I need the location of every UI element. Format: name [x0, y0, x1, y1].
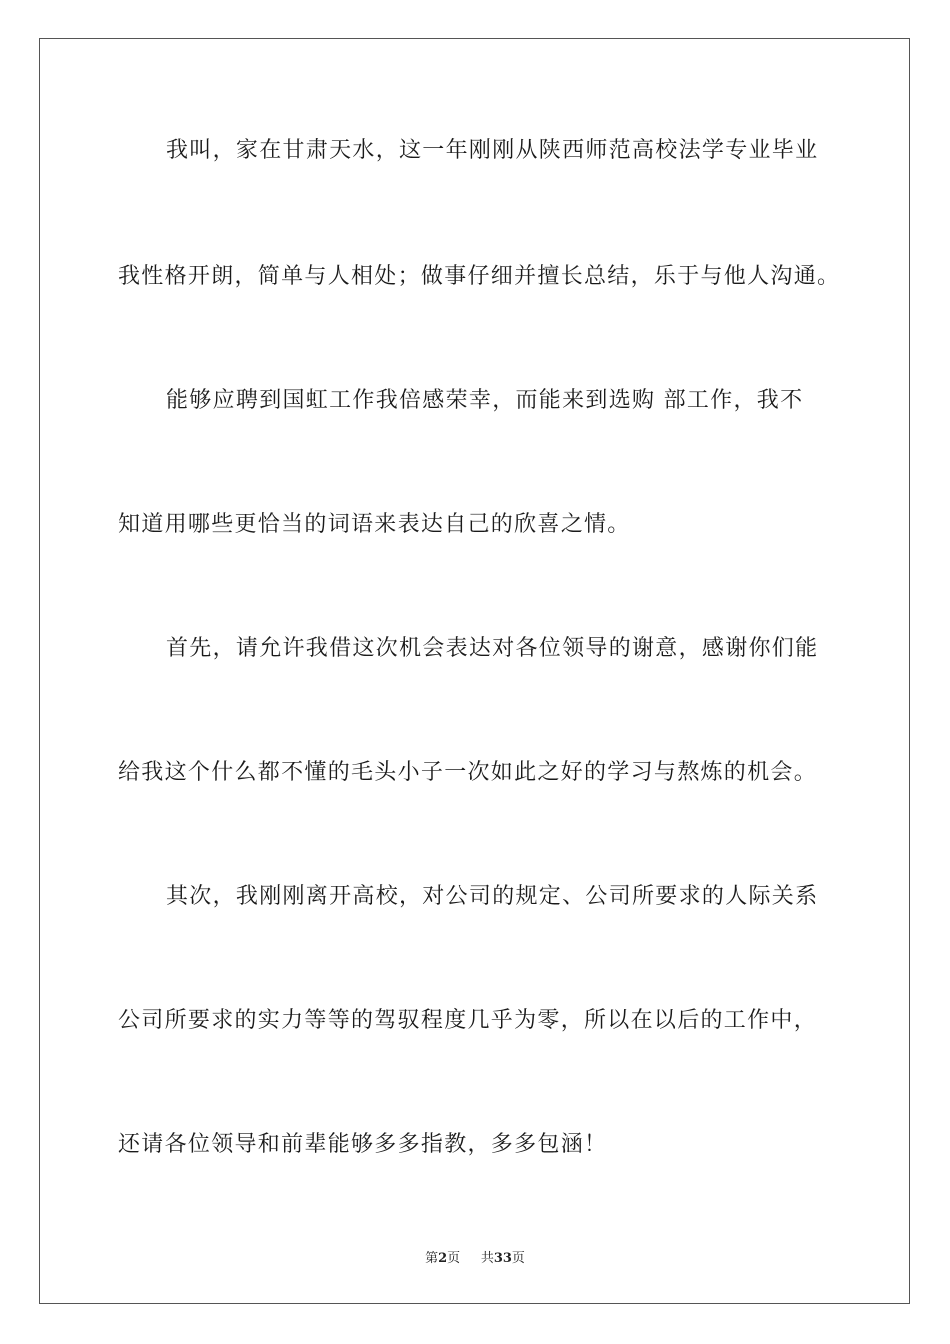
total-suffix: 页 [511, 1251, 525, 1266]
page-prefix: 第 [425, 1251, 439, 1266]
paragraph-3-line-2: 知道用哪些更恰当的词语来表达自己的欣喜之情。 [118, 512, 631, 537]
paragraph-2-line-1: 我性格开朗，简单与人相处；做事仔细并擅长总结，乐于与他人沟通。 [118, 264, 841, 289]
paragraph-3-line-1: 能够应聘到国虹工作我倍感荣幸，而能来到选购 部工作，我不 [166, 388, 804, 413]
page-number-label [425, 1247, 460, 1266]
page-footer [0, 1247, 950, 1266]
paragraph-1-line-1: 我叫，家在甘肃天水，这一年刚刚从陕西师范高校法学专业毕业 [166, 138, 819, 163]
total-pages-label [481, 1247, 525, 1266]
paragraph-5-line-2: 公司所要求的实力等等的驾驭程度几乎为零，所以在以后的工作中， [118, 1008, 818, 1033]
page-frame [39, 38, 910, 1304]
paragraph-4-line-1: 首先，请允许我借这次机会表达对各位领导的谢意，感谢你们能 [166, 636, 819, 661]
total-pages: 33 [493, 1251, 512, 1266]
paragraph-4-line-2: 给我这个什么都不懂的毛头小子一次如此之好的学习与熬炼的机会。 [118, 760, 818, 785]
paragraph-5-line-1: 其次，我刚刚离开高校，对公司的规定、公司所要求的人际关系 [166, 884, 819, 909]
page-suffix: 页 [447, 1251, 461, 1266]
paragraph-5-line-3: 还请各位领导和前辈能够多多指教，多多包涵！ [118, 1132, 608, 1157]
page-number: 2 [438, 1251, 448, 1266]
total-prefix: 共 [480, 1251, 494, 1266]
